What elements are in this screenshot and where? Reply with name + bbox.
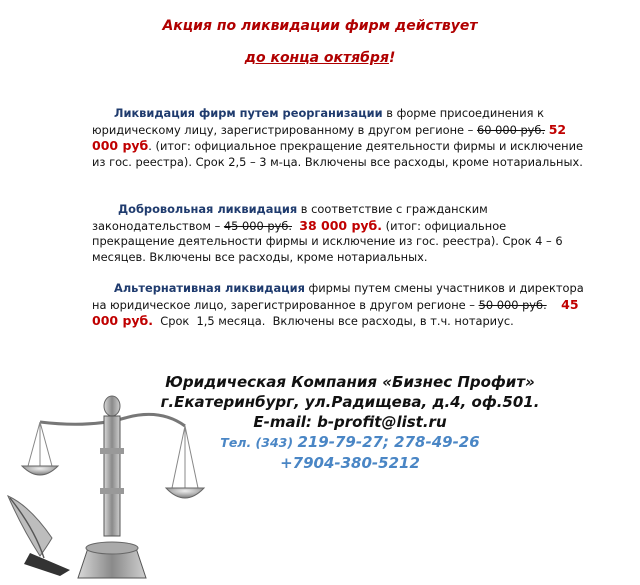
promo-deadline: до конца октября: [244, 50, 389, 66]
offer-title: Добровольная ликвидация: [118, 202, 298, 216]
offer-title: Альтернативная ликвидация: [114, 281, 305, 295]
company-address: г.Екатеринбург, ул.Радищева, д.4, оф.501.: [160, 393, 540, 411]
old-price: 60 000 руб.: [476, 122, 546, 137]
price-gap: [547, 298, 561, 312]
scales-of-justice-icon: [0, 388, 215, 585]
offer-text: в форме присоединения к юридическому лицу, зарегистрированному в другом регионе –: [92, 106, 544, 137]
offer-voluntary: [92, 202, 592, 265]
promo-line-1: Акция по ликвидации фирм действует: [162, 18, 478, 34]
promo-exclamation: !: [388, 50, 396, 66]
offer-text: фирмы путем смены участников и директора на юридическое лицо, зарегистрированное в другом регионе –: [92, 281, 584, 312]
offer-details: (итог: официальное прекращение деятельности фирмы и исключение из гос. реестра). Срок 4 – 6 месяцев. Включены все расходы, кроме нотариальных.: [92, 218, 563, 264]
new-price: 38 000 руб.: [299, 217, 383, 233]
old-price: 45 000 руб.: [223, 218, 292, 233]
offer-reorganization: [92, 106, 592, 170]
quill-pen-icon: [8, 496, 70, 576]
offer-text: в соответствие с гражданским законодательством –: [92, 202, 488, 233]
new-price: 45 000 руб.: [92, 296, 579, 328]
tel-label: Тел. (343): [220, 435, 298, 450]
old-price: 50 000 руб.: [478, 297, 547, 312]
offer-details: Срок 1,5 месяца. Включены все расходы, в т.ч. нотариус.: [153, 314, 514, 328]
company-name: Юридическая Компания «Бизнес Профит»: [165, 373, 535, 391]
promo-line-2: [0, 50, 640, 66]
new-price: 52 000 руб: [92, 121, 567, 153]
offer-title: Ликвидация фирм путем реорганизации: [114, 106, 383, 120]
phone-numbers[interactable]: 219-79-27; 278-49-26: [297, 433, 480, 451]
company-email[interactable]: E-mail: b-profit@list.ru: [253, 413, 447, 431]
offer-details: . (итог: официальное прекращение деятельности фирмы и исключение из гос. реестра). Срок 2,5 – 3 м-ца. Включены все расходы, кроме нотариальных.: [92, 139, 584, 169]
offer-alternative: [92, 281, 592, 330]
mobile-phone[interactable]: +7904-380-5212: [280, 454, 420, 472]
